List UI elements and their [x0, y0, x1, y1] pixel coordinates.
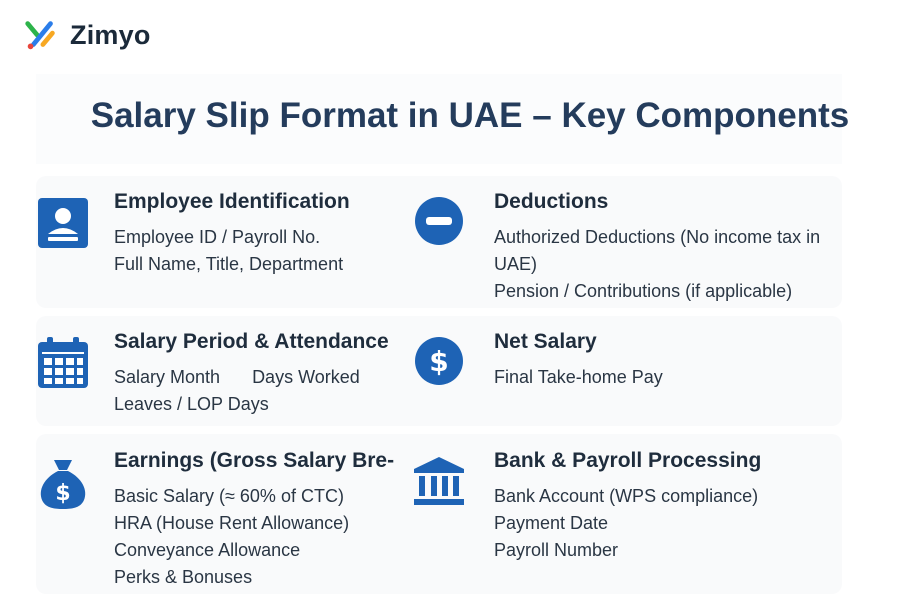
line: Basic Salary (≈ 60% of CTC)	[114, 486, 344, 506]
line: Final Take-home Pay	[494, 367, 663, 387]
money-bag-icon	[36, 453, 90, 513]
id-card-icon	[36, 196, 90, 250]
line: Employee ID / Payroll No.	[114, 227, 321, 247]
line: HRA (House Rent Allowance)	[114, 513, 350, 533]
brand	[22, 16, 151, 54]
line-pair	[114, 364, 454, 391]
minus-circle-icon	[414, 196, 468, 250]
line: Perks & Bonuses	[114, 567, 253, 587]
section-lines	[114, 483, 454, 591]
section-title: Net Salary	[494, 330, 597, 353]
page-title: Salary Slip Format in UAE – Key Components	[90, 96, 850, 135]
line: Pension / Contributions (if applicable)	[494, 281, 793, 301]
section-lines	[494, 483, 834, 564]
line: Authorized Deductions (No income tax in UAE)	[494, 227, 821, 274]
line: Bank Account (WPS compliance)	[494, 486, 759, 506]
zimyo-logo-icon	[22, 16, 60, 54]
section-title: Salary Period & Attendance	[114, 330, 389, 353]
section-lines	[494, 364, 834, 391]
line: Conveyance Allowance	[114, 540, 301, 560]
line: Salary Month	[114, 367, 221, 387]
section-title: Bank & Payroll Processing	[494, 449, 762, 472]
section-lines	[494, 224, 832, 305]
section-title: Deductions	[494, 190, 609, 213]
line: Payroll Number	[494, 540, 619, 560]
line: Leaves / LOP Days	[114, 394, 269, 414]
section-title: Employee Identification	[114, 190, 350, 213]
calendar-icon	[36, 336, 90, 390]
bank-icon	[414, 455, 468, 509]
section-title: Earnings (Gross Salary Bre-	[114, 449, 395, 472]
section-lines	[114, 224, 454, 278]
brand-name: Zimyo	[70, 19, 151, 50]
line: Payment Date	[494, 513, 609, 533]
section-lines	[114, 364, 454, 418]
line: Days Worked	[252, 367, 360, 387]
line: Full Name, Title, Department	[114, 254, 344, 274]
dollar-circle-icon	[414, 336, 468, 390]
svg-text:$: $	[429, 345, 449, 378]
svg-text:$: $	[55, 481, 71, 506]
